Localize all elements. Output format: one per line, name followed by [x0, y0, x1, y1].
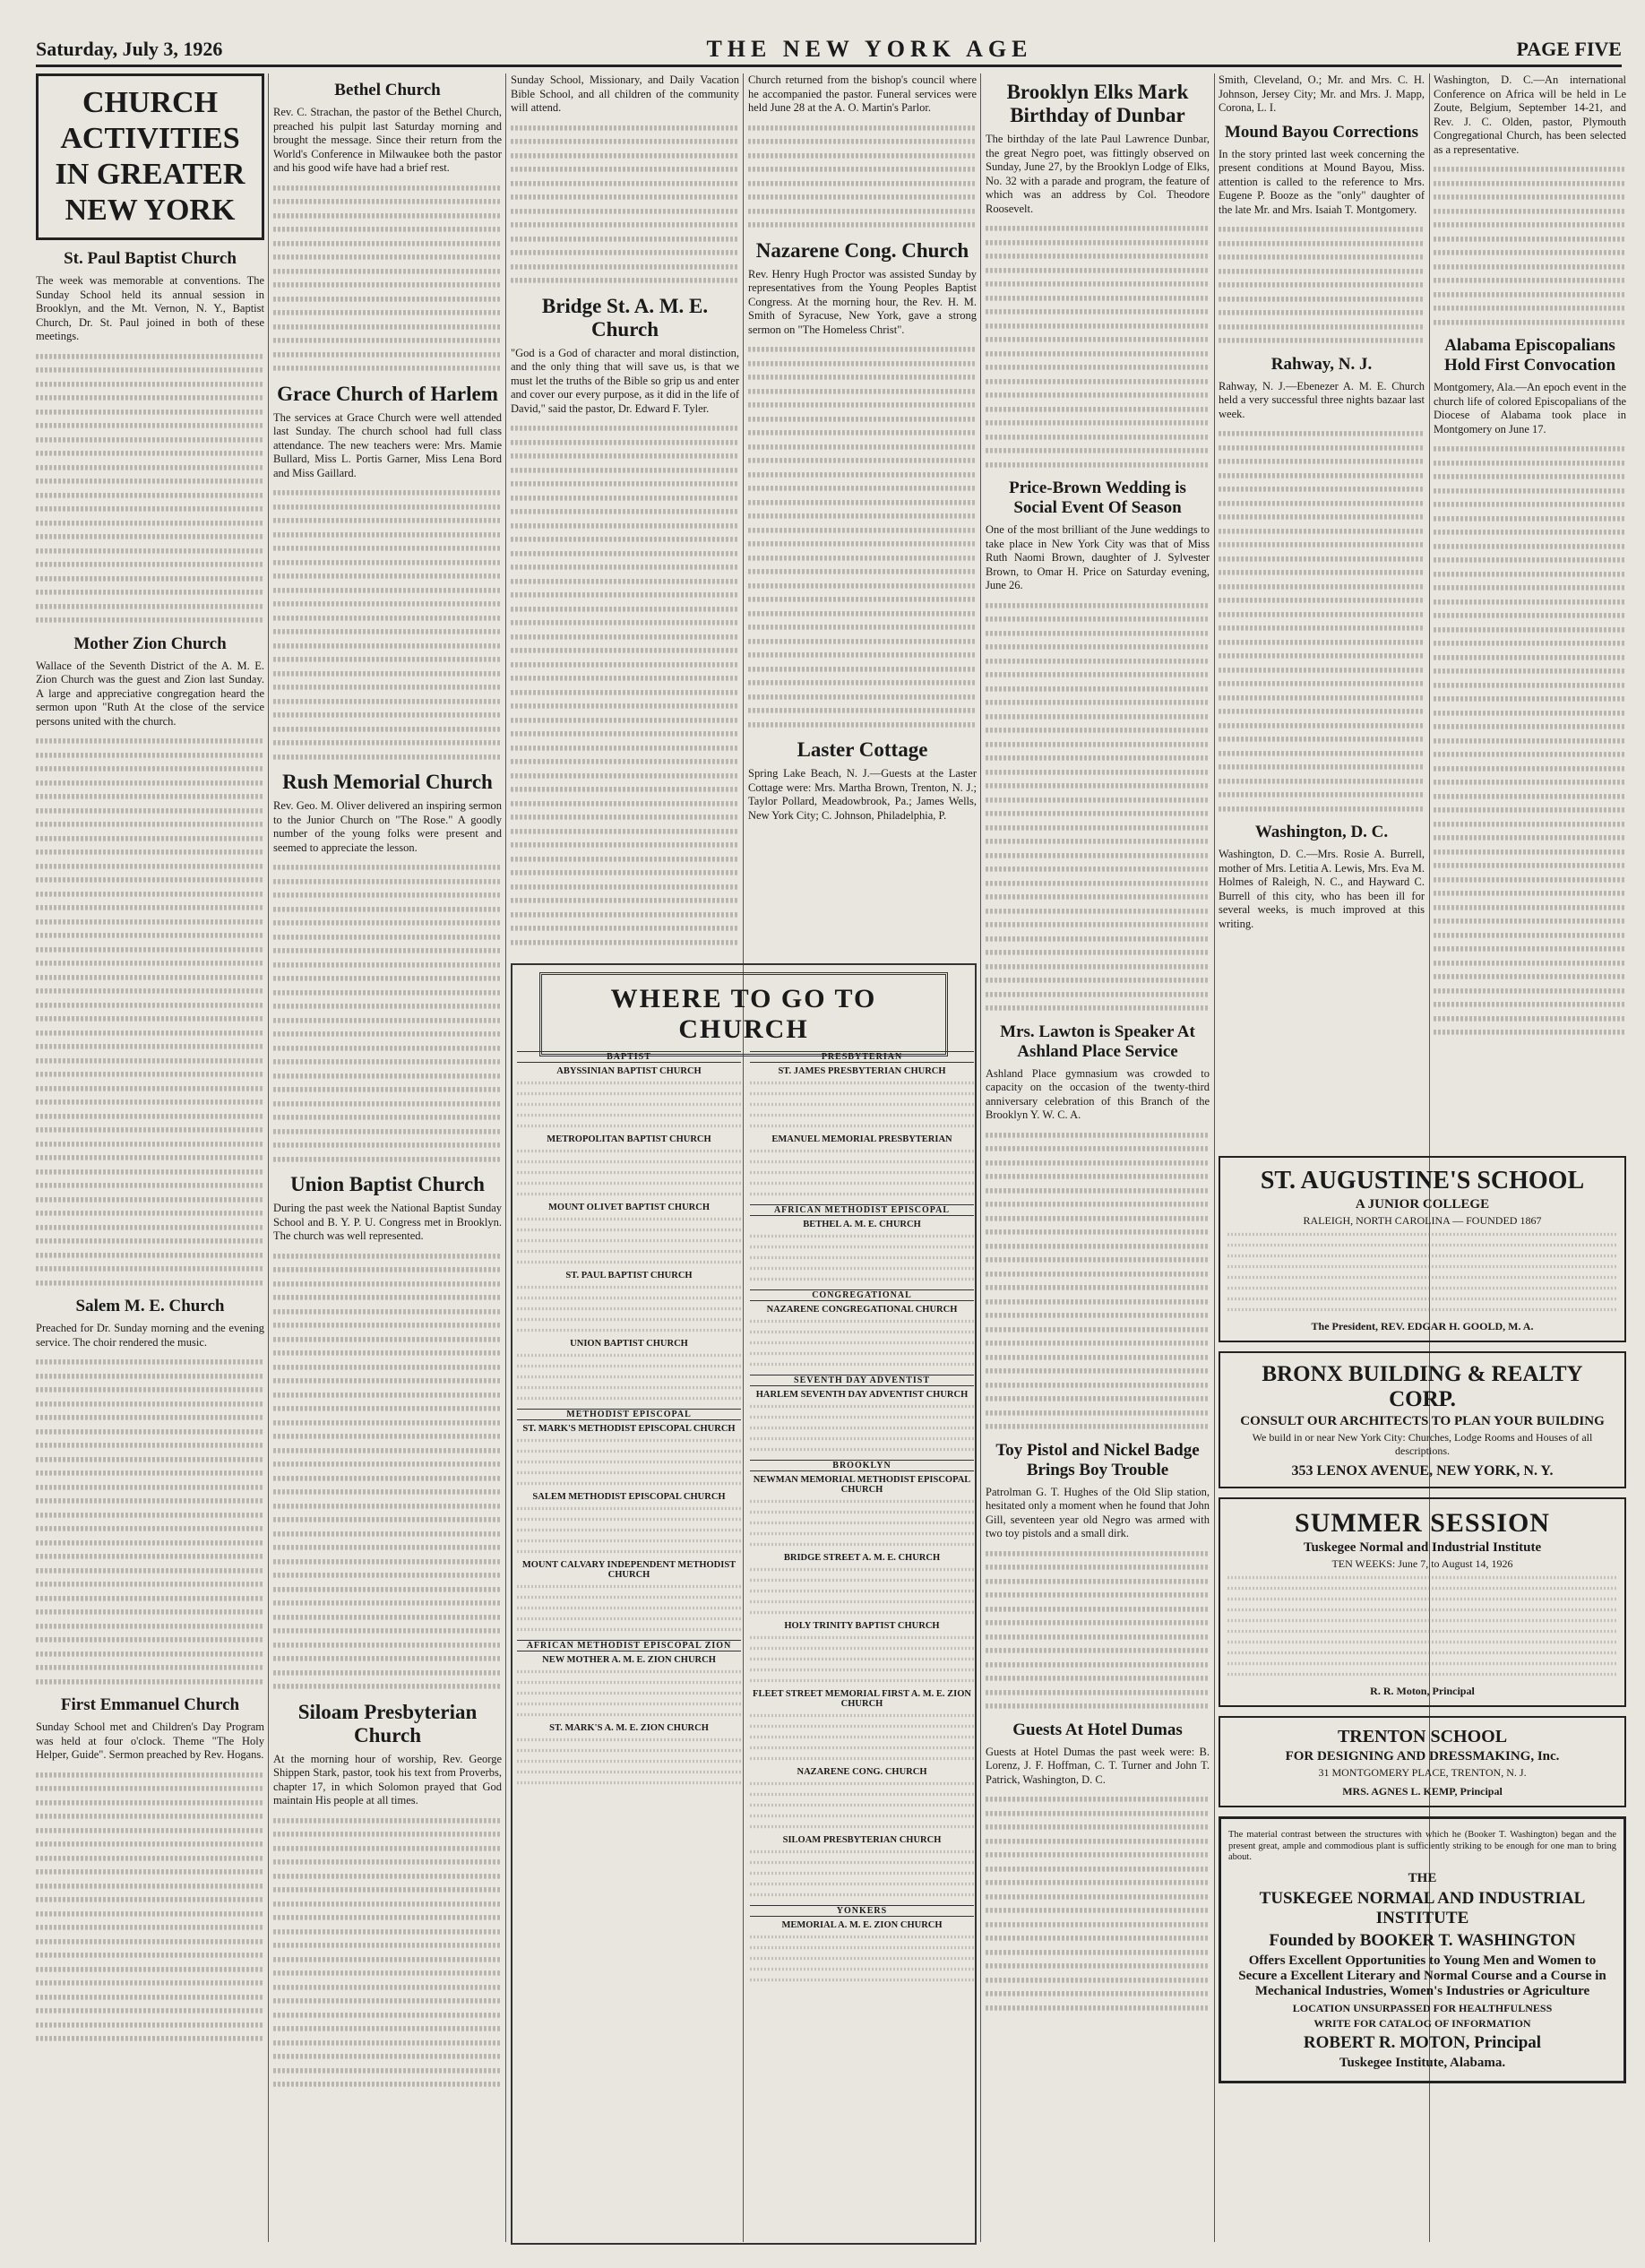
article-text: Wallace of the Seventh District of the A. M. E. Zion Church was the guest and Zion last Sunday. A large and appreciative congregation heard the sermon upon "Ruth At the close of the service persons united with the church.	[36, 659, 264, 728]
church-listing-name: BETHEL A. M. E. CHURCH	[803, 1220, 921, 1229]
section-banner	[36, 73, 264, 240]
church-listing-name: ABYSSINIAN BAPTIST CHURCH	[556, 1066, 702, 1076]
text-block	[36, 1768, 264, 2046]
ad-title: ST. AUGUSTINE'S SCHOOL	[1260, 1167, 1585, 1194]
ad-line: RALEIGH, NORTH CAROLINA — FOUNDED 1867	[1303, 1214, 1542, 1227]
article-heading: Union Baptist Church	[290, 1173, 485, 1195]
article-text: Montgomery, Ala.—An epoch event in the church life of colored Episcopalians of the Diocese of Alabama took place in Montgomery on June 17.	[1434, 381, 1626, 435]
text-block	[1219, 427, 1425, 815]
text-block	[1434, 442, 1626, 1039]
article-heading: Salem M. E. Church	[75, 1297, 225, 1315]
ad-principal: ROBERT R. MOTON, Principal	[1303, 2032, 1542, 2052]
masthead-paper-name: THE NEW YORK AGE	[706, 36, 1033, 62]
column-3	[511, 73, 739, 952]
denomination-heading: AFRICAN METHODIST EPISCOPAL ZION	[517, 1640, 741, 1651]
article-heading: Rush Memorial Church	[282, 771, 493, 793]
text-block	[748, 342, 977, 731]
ad-title: TRENTON SCHOOL	[1337, 1727, 1508, 1746]
masthead-page-number: PAGE FIVE	[1516, 38, 1622, 60]
church-listing-name: NEW MOTHER A. M. E. ZION CHURCH	[542, 1655, 716, 1665]
ad-subtitle: FOR DESIGNING AND DRESSMAKING, Inc.	[1285, 1749, 1560, 1764]
ad-st-augustines	[1219, 1156, 1626, 1342]
article-text: Guests at Hotel Dumas the past week were: B. Lorenz, J. F. Hoffman, C. T. Turner and John T. Patrick, Washington, D. C.	[986, 1745, 1210, 1786]
ad-title: TUSKEGEE NORMAL AND INDUSTRIAL INSTITUTE	[1259, 1888, 1586, 1927]
article-text: Church returned from the bishop's council where he accompanied the pastor. Funeral services were held June 28 at the A. O. Martin's Parlor.	[748, 73, 977, 114]
article-text: Rev. Henry Hugh Proctor was assisted Sunday by representatives from the Young Peoples Baptist Congress. At the morning hour, the Rev. H. M. Smith of Syracuse, New York, gave a strong sermon on "The Homeless Christ".	[748, 267, 977, 336]
text-block	[36, 1355, 264, 1688]
article-heading: Rahway, N. J.	[1270, 354, 1373, 374]
ad-line: We build in or near New York City: Churches, Lodge Rooms and Houses of all descriptions.	[1252, 1431, 1593, 1457]
article-text: Rev. C. Strachan, the pastor of the Bethel Church, preached his pulpit last Saturday morning and brought the message. Since their return from the World's Conference in Milwaukee both the pastor and his good wife have had a brief rest.	[273, 106, 502, 174]
article-text: Sunday School, Missionary, and Daily Vacation Bible School, and all children of the community will attend.	[511, 73, 739, 114]
masthead-date: Saturday, July 3, 1926	[36, 38, 223, 60]
ad-line: TEN WEEKS: June 7, to August 14, 1926	[1331, 1557, 1513, 1570]
article-heading: St. Paul Baptist Church	[64, 249, 237, 268]
text-block	[273, 860, 502, 1166]
article-heading: Mrs. Lawton is Speaker At Ashland Place Service	[1000, 1022, 1195, 1061]
ad-title: BRONX BUILDING & REALTY CORP.	[1262, 1362, 1583, 1411]
text-block	[273, 1249, 502, 1694]
denomination-heading: PRESBYTERIAN	[750, 1051, 974, 1063]
ad-line: 31 MONTGOMERY PLACE, TRENTON, N. J.	[1318, 1766, 1527, 1779]
ad-title: SUMMER SESSION	[1295, 1508, 1550, 1538]
article-text: Washington, D. C.—Mrs. Rosie A. Burrell, mother of Mrs. Letitia A. Lewis, Mrs. Eva M. Holmes of Raleigh, N. C., and Hayward C. Burrell of this city, who has been ill for several weeks, is much improved at this writing.	[1219, 848, 1425, 930]
text-block	[748, 121, 977, 232]
denomination-heading: BROOKLYN	[750, 1460, 974, 1471]
ad-footer: The President, REV. EDGAR H. GOOLD, M. A.	[1311, 1320, 1534, 1332]
church-directory-right	[750, 1046, 974, 1986]
article-heading: Mother Zion Church	[73, 634, 227, 653]
ad-trenton-school	[1219, 1716, 1626, 1807]
column-1	[36, 73, 264, 2051]
article-heading: First Emmanuel Church	[60, 1695, 240, 1714]
ad-quote: The material contrast between the structures with which he (Booker T. Washington) began and the present great, ample and commodious plant is sufficiently striking to be enough for one man to bring about.	[1228, 1830, 1616, 1862]
text-block	[986, 599, 1210, 1015]
church-directory-title: WHERE TO GO TO CHURCH	[539, 972, 948, 1056]
text-block	[273, 1814, 502, 2091]
church-listing-name: NEWMAN MEMORIAL METHODIST EPISCOPAL CHURCH	[753, 1475, 971, 1495]
column-rule	[980, 73, 981, 2242]
article-text: Sunday School met and Children's Day Program was held at four o'clock. Theme "The Holy Helper, Guide". Sermon preached by Rev. Hogans.	[36, 1720, 264, 1761]
article-text: The week was memorable at conventions. The Sunday School held its annual session in Brooklyn, and the Mt. Vernon, N. Y., Baptist Church, Dr. St. Paul joined in both of these meetings.	[36, 274, 264, 342]
column-6	[1219, 73, 1425, 1149]
denomination-heading: YONKERS	[750, 1905, 974, 1917]
text-block	[986, 1128, 1210, 1434]
column-rule	[505, 73, 506, 2242]
denomination-heading: METHODIST EPISCOPAL	[517, 1409, 741, 1420]
church-listing-name: NAZARENE CONGREGATIONAL CHURCH	[766, 1305, 958, 1315]
text-block	[511, 421, 739, 952]
church-listing-name: SILOAM PRESBYTERIAN CHURCH	[782, 1835, 942, 1845]
article-text: Preached for Dr. Sunday morning and the evening service. The choir rendered the music.	[36, 1322, 264, 1349]
article-heading: Price-Brown Wedding is Social Event Of Season	[1009, 479, 1186, 517]
church-listing-name: HOLY TRINITY BAPTIST CHURCH	[784, 1621, 940, 1631]
text-block	[273, 486, 502, 763]
article-text: Smith, Cleveland, O.; Mr. and Mrs. C. H. Johnson, Jersey City; Mr. and Mrs. J. Mapp, Corona, L. I.	[1219, 73, 1425, 114]
text-block	[36, 349, 264, 627]
article-heading: Washington, D. C.	[1254, 823, 1389, 841]
church-directory-left	[517, 1046, 741, 1789]
ad-summer-session	[1219, 1497, 1626, 1707]
article-heading: Grace Church of Harlem	[277, 382, 498, 405]
denomination-heading: CONGREGATIONAL	[750, 1289, 974, 1301]
ad-subtitle: A JUNIOR COLLEGE	[1355, 1197, 1490, 1212]
text-block	[273, 181, 502, 375]
advertisements	[1219, 1156, 1626, 2092]
church-listing-name: SALEM METHODIST EPISCOPAL CHURCH	[532, 1492, 726, 1502]
article-text: The birthday of the late Paul Lawrence Dunbar, the great Negro poet, was fittingly observed on Sunday, June 27, by the Brooklyn Lodge of Elks, No. 32 with a parade and program, the feature of which was an address by Col. Theodore Roosevelt.	[986, 133, 1210, 215]
church-listing-name: MEMORIAL A. M. E. ZION CHURCH	[781, 1920, 943, 1930]
column-5	[986, 73, 1210, 2020]
ad-bronx-building	[1219, 1351, 1626, 1488]
church-listing-name: UNION BAPTIST CHURCH	[570, 1339, 688, 1349]
church-listing-name: EMANUEL MEMORIAL PRESBYTERIAN	[771, 1134, 952, 1144]
article-heading: Toy Pistol and Nickel Badge Brings Boy Trouble	[995, 1440, 1200, 1479]
ad-tuskegee	[1219, 1816, 1626, 2083]
text-block	[986, 1792, 1210, 2014]
ad-founded: Founded by BOOKER T. WASHINGTON	[1269, 1930, 1576, 1950]
church-listing-name: ST. PAUL BAPTIST CHURCH	[565, 1271, 693, 1281]
ad-footer: 353 LENOX AVENUE, NEW YORK, N. Y.	[1291, 1463, 1554, 1479]
article-heading: Siloam Presbyterian Church	[297, 1700, 478, 1746]
article-text: Rev. Geo. M. Oliver delivered an inspiring sermon to the Junior Church on "The Rose." A goodly number of the young folks were present and seemed to appreciate the lesson.	[273, 799, 502, 854]
article-text: In the story printed last week concerning the present conditions at Mound Bayou, Miss. attention is called to the reference to Mrs. Eugene P. Booze as the "only" daughter of the late Mr. and Mrs. Isaiah T. Montgomery.	[1219, 147, 1425, 216]
article-text: During the past week the National Baptist Sunday School and B. Y. P. U. Congress met in Brooklyn. The church was well represented.	[273, 1202, 502, 1242]
church-listing-name: MOUNT CALVARY INDEPENDENT METHODIST CHURCH	[521, 1560, 736, 1580]
article-heading: Bridge St. A. M. E. Church	[541, 294, 709, 341]
church-listing-name: METROPOLITAN BAPTIST CHURCH	[547, 1134, 711, 1144]
church-listing-name: ST. JAMES PRESBYTERIAN CHURCH	[778, 1066, 946, 1076]
banner-line-2: IN GREATER NEW YORK	[55, 158, 245, 227]
article-text: One of the most brilliant of the June weddings to take place in New York City was that of Miss Ruth Naomi Brown, daughter of J. Sylvester Brown, to Omar H. Price on Saturday evening, June 26.	[986, 523, 1210, 591]
ad-subtitle: Tuskegee Normal and Industrial Institute	[1303, 1540, 1542, 1555]
article-text: Rahway, N. J.—Ebenezer A. M. E. Church held a very successful three nights bazaar last week.	[1219, 379, 1425, 420]
article-heading: Brooklyn Elks Mark Birthday of Dunbar	[1006, 81, 1189, 126]
ad-offers: Offers Excellent Opportunities to Young Men and Women to Secure a Excellent Literary and Normal Course and a Course in Mechanical Industries, Women's Industries or Agriculture	[1238, 1953, 1606, 1998]
column-rule	[1214, 73, 1215, 2242]
article-heading: Alabama Episcopalians Hold First Convocation	[1443, 336, 1616, 375]
church-directory	[511, 963, 977, 2245]
article-text: The services at Grace Church were well attended last Sunday. The church school had full class attendance. The new teachers were: Mrs. Mamie Bullard, Miss L. Portis Garner, Miss Lena Bord and Miss Gaillard.	[273, 410, 502, 479]
denomination-heading: SEVENTH DAY ADVENTIST	[750, 1375, 974, 1386]
ad-location: LOCATION UNSURPASSED FOR HEALTHFULNESS	[1292, 2001, 1553, 2014]
article-text: Washington, D. C.—An international Conference on Africa will be held in Le Zoute, Belgium, September 14-21, and Rev. J. C. Olden, pastor, Plymouth Congregational Church, has been selected as a representative.	[1434, 73, 1626, 156]
ad-write: WRITE FOR CATALOG OF INFORMATION	[1313, 2016, 1531, 2030]
article-heading: Guests At Hotel Dumas	[1012, 1720, 1183, 1739]
ad-footer: R. R. Moton, Principal	[1370, 1685, 1475, 1697]
denomination-heading: BAPTIST	[517, 1051, 741, 1063]
text-block	[986, 221, 1210, 471]
article-heading: Mound Bayou Corrections	[1224, 122, 1419, 142]
text-block	[986, 1547, 1210, 1713]
article-text: At the morning hour of worship, Rev. George Shippen Stark, pastor, took his text from Proverbs, chapter 17, in which Solomon prayed that God maintain His people at all times.	[273, 1752, 502, 1807]
text-block	[1219, 222, 1425, 348]
text-block	[1434, 162, 1626, 329]
article-text: Patrolman G. T. Hughes of the Old Slip station, hesitated only a moment when he found that John Gill, seventeen year old Negro was armed with two toy pistols and a small dirk.	[986, 1485, 1210, 1539]
column-4	[748, 73, 977, 952]
church-listing-name: ST. MARK'S METHODIST EPISCOPAL CHURCH	[522, 1424, 736, 1434]
article-heading: Nazarene Cong. Church	[755, 238, 969, 262]
church-listing-name: HARLEM SEVENTH DAY ADVENTIST CHURCH	[755, 1390, 969, 1400]
column-2	[273, 73, 502, 2097]
article-text: Ashland Place gymnasium was crowded to capacity on the occasion of the twenty-third anniversary celebration of this Branch of the Brooklyn Y. W. C. A.	[986, 1066, 1210, 1121]
text-block	[511, 121, 739, 288]
column-7	[1434, 73, 1626, 1149]
article-heading: Laster Cottage	[797, 738, 928, 761]
article-text: "God is a God of character and moral distinction, and the only thing that will save us, is that we must let the truths of the Bible so grip us and enter and cover our every purpose, as it did in the life of David," said the pastor, Dr. Edward F. Tyler.	[511, 346, 739, 415]
ad-subtitle: CONSULT OUR ARCHITECTS TO PLAN YOUR BUILDING	[1240, 1414, 1605, 1428]
church-listing-name: FLEET STREET MEMORIAL FIRST A. M. E. ZION CHURCH	[753, 1689, 971, 1709]
church-listing-name: ST. MARK'S A. M. E. ZION CHURCH	[549, 1723, 709, 1733]
article-text: Spring Lake Beach, N. J.—Guests at the Laster Cottage were: Mrs. Martha Brown, Trenton, N. J.; Taylor Pollard, Meadowbrook, Pa.; James Wells, New York City; C. Johnson, Philadelphia, P.	[748, 767, 977, 822]
denomination-heading: AFRICAN METHODIST EPISCOPAL	[750, 1204, 974, 1216]
masthead	[36, 34, 1622, 67]
church-listing-name: MOUNT OLIVET BAPTIST CHURCH	[548, 1203, 710, 1212]
column-rule	[268, 73, 269, 2242]
church-listing-name: NAZARENE CONG. CHURCH	[797, 1767, 927, 1777]
church-listing-name: BRIDGE STREET A. M. E. CHURCH	[783, 1553, 941, 1563]
ad-the: THE	[1408, 1870, 1437, 1885]
text-block	[36, 734, 264, 1289]
banner-line-1: CHURCH ACTIVITIES	[60, 86, 240, 155]
article-heading: Bethel Church	[334, 81, 441, 99]
ad-place: Tuskegee Institute, Alabama.	[1339, 2055, 1506, 2070]
ad-footer: MRS. AGNES L. KEMP, Principal	[1342, 1785, 1503, 1798]
